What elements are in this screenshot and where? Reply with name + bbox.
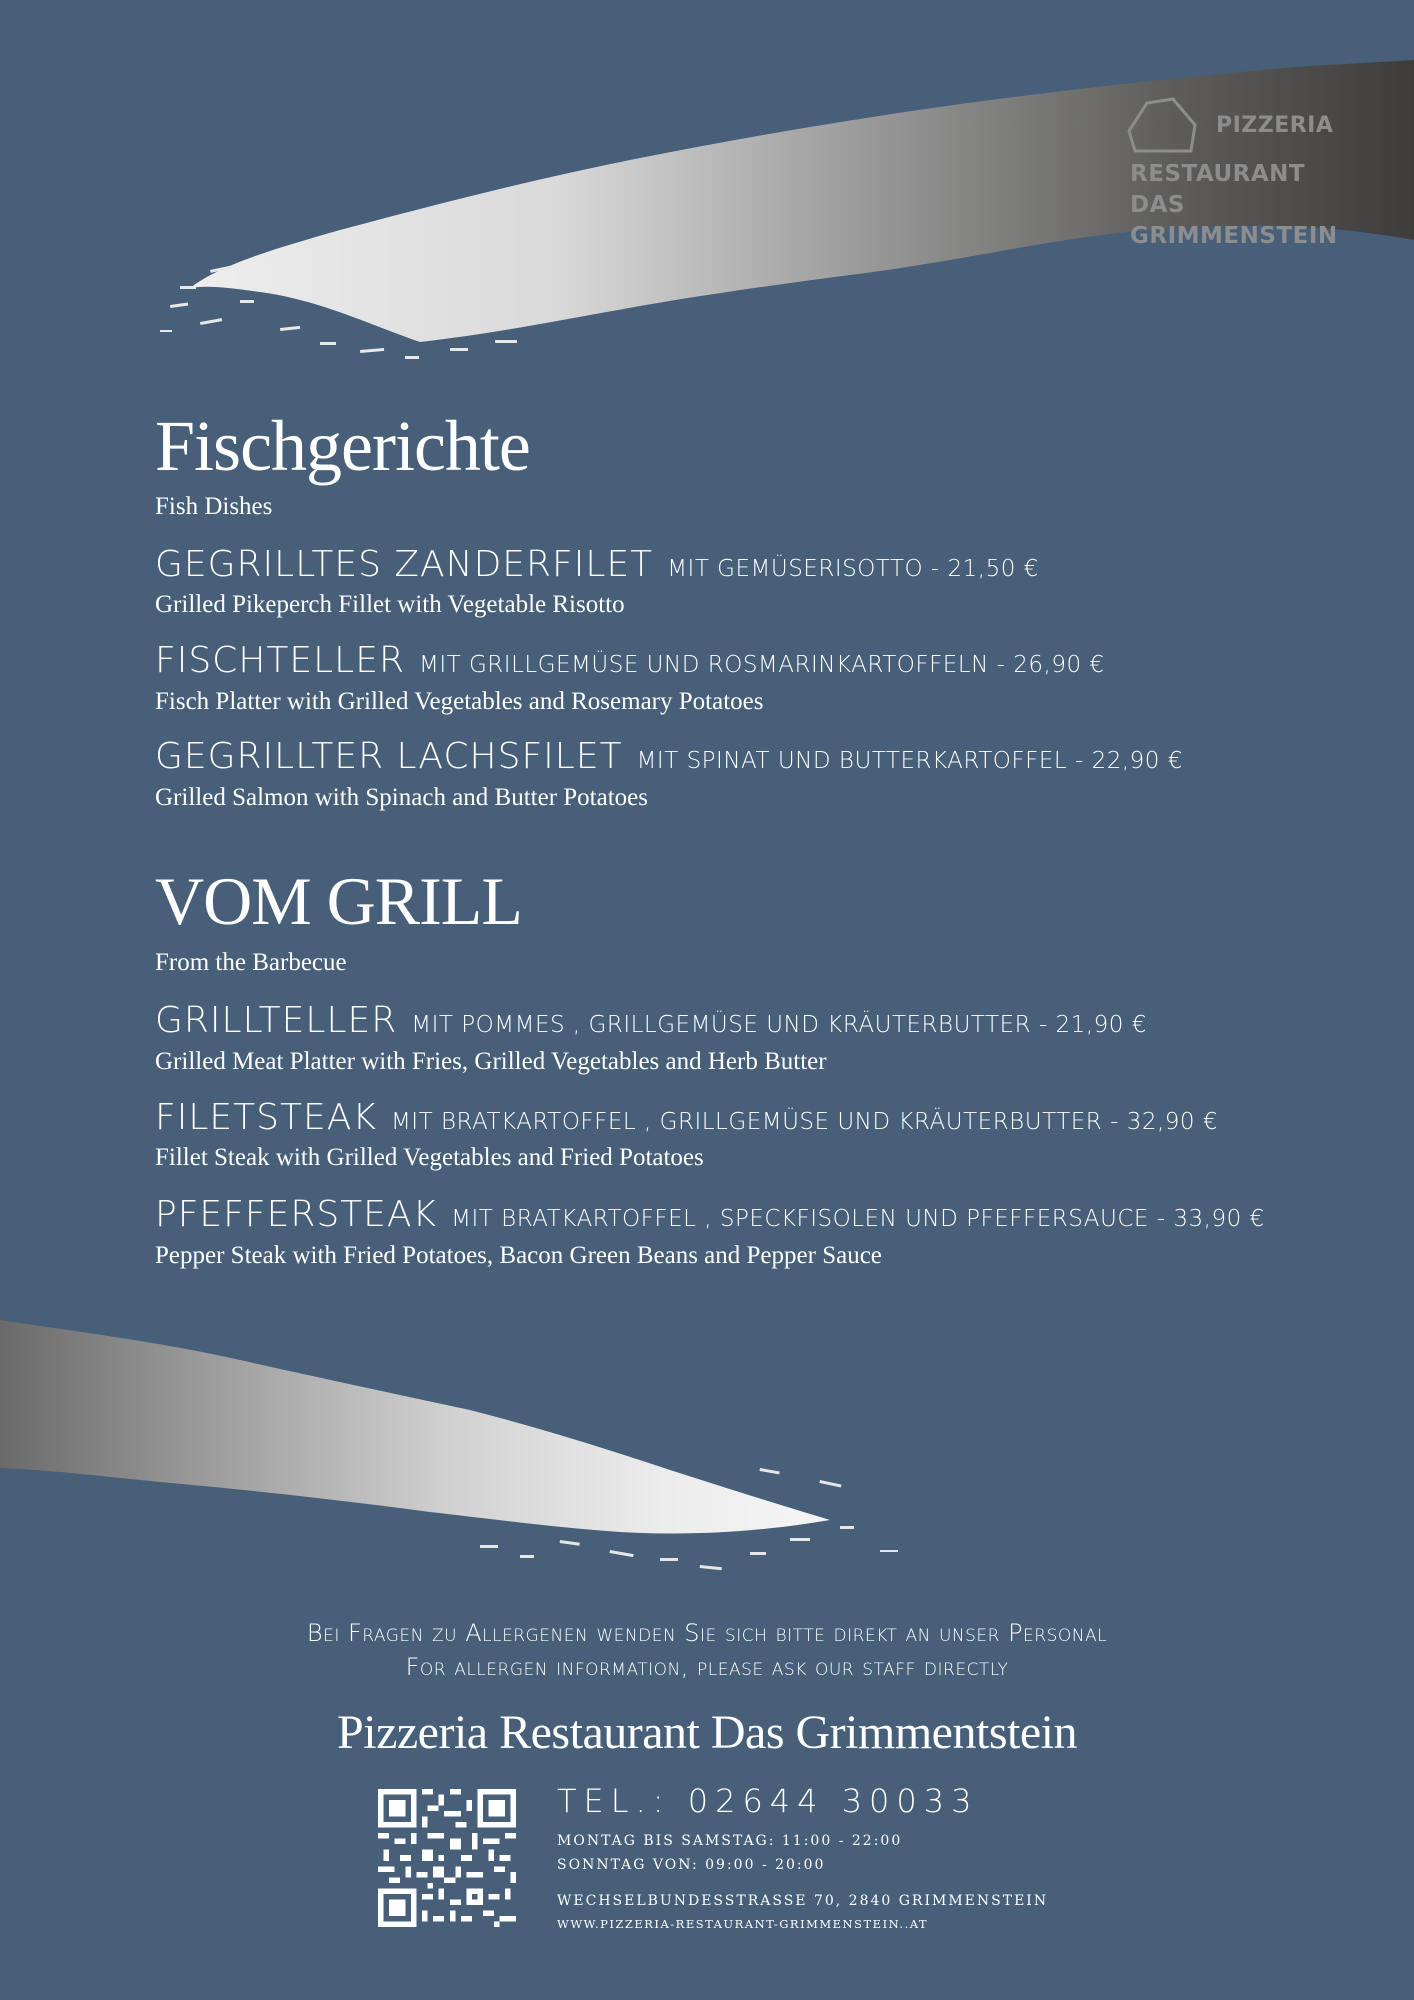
section-title-fish: Fischgerichte — [155, 406, 530, 486]
menu-item — [155, 736, 1183, 777]
menu-item-english: Pepper Steak with Fried Potatoes, Bacon Green Beans and Pepper Sauce — [155, 1242, 882, 1269]
website-link[interactable]: WWW.PIZZERIA-RESTAURANT-GRIMMENSTEIN..AT — [557, 1917, 929, 1931]
bottom-brush-stroke — [0, 1300, 920, 1600]
menu-item-english: Grilled Meat Platter with Fries, Grilled Vegetables and Herb Butter — [155, 1048, 827, 1075]
logo-word-das: DAS — [1130, 192, 1185, 218]
telephone-number[interactable]: TEL.: 02644 30033 — [557, 1782, 979, 1820]
menu-item-english: Grilled Pikeperch Fillet with Vegetable Risotto — [155, 591, 625, 618]
menu-item — [155, 544, 1039, 585]
allergen-notice-german: Bei Fragen zu Allergenen wenden Sie sich bitte direkt an unser Personal — [306, 1619, 1108, 1647]
menu-item-name: FISCHTELLER — [155, 640, 405, 681]
menu-item-description: MIT BRATKARTOFFEL , GRILLGEMÜSE UND KRÄUTERBUTTER - 32,90 € — [390, 1109, 1218, 1135]
section-subtitle-grill: From the Barbecue — [155, 949, 347, 976]
menu-item-name: PFEFFERSTEAK — [155, 1194, 438, 1235]
house-icon — [1125, 95, 1200, 155]
menu-item — [155, 1000, 1147, 1041]
menu-item-description: MIT BRATKARTOFFEL , SPECKFISOLEN UND PFEFFERSAUCE - 33,90 € — [451, 1206, 1265, 1232]
opening-hours-weekday: MONTAG BIS SAMSTAG: 11:00 - 22:00 — [557, 1833, 903, 1849]
allergen-notice-english: For allergen information, please ask our staff directly — [405, 1653, 1009, 1681]
restaurant-name: Pizzeria Restaurant Das Grimmentstein — [337, 1706, 1077, 1759]
section-subtitle-fish: Fish Dishes — [155, 493, 273, 520]
logo-word-grimmenstein: GRIMMENSTEIN — [1130, 223, 1338, 249]
menu-item-english: Fisch Platter with Grilled Vegetables and Rosemary Potatoes — [155, 688, 764, 715]
menu-item-name: GEGRILLTER LACHSFILET — [155, 736, 623, 777]
qr-code[interactable] — [378, 1789, 516, 1927]
logo-word-pizzeria: PIZZERIA — [1216, 113, 1334, 138]
menu-item-description: MIT SPINAT UND BUTTERKARTOFFEL - 22,90 € — [636, 748, 1183, 774]
restaurant-logo — [1125, 95, 1355, 255]
menu-item-description: MIT GEMÜSERISOTTO - 21,50 € — [667, 556, 1039, 582]
menu-item-english: Grilled Salmon with Spinach and Butter Potatoes — [155, 784, 648, 811]
address: WECHSELBUNDESSTRASSE 70, 2840 GRIMMENSTEIN — [557, 1893, 1049, 1909]
menu-item-description: MIT GRILLGEMÜSE UND ROSMARINKARTOFFELN - 26,90 € — [419, 652, 1105, 678]
menu-item-name: GRILLTELLER — [155, 1000, 398, 1041]
menu-item-name: GEGRILLTES ZANDERFILET — [155, 544, 654, 585]
logo-word-restaurant: RESTAURANT — [1130, 161, 1306, 187]
menu-item — [155, 640, 1105, 681]
menu-item — [155, 1097, 1218, 1138]
menu-item-english: Fillet Steak with Grilled Vegetables and Fried Potatoes — [155, 1144, 704, 1171]
menu-item-name: FILETSTEAK — [155, 1097, 377, 1138]
menu-item-description: MIT POMMES , GRILLGEMÜSE UND KRÄUTERBUTTER - 21,90 € — [411, 1012, 1147, 1038]
opening-hours-sunday: SONNTAG VON: 09:00 - 20:00 — [557, 1857, 826, 1873]
section-title-grill: VOM GRILL — [155, 863, 522, 939]
menu-item — [155, 1194, 1265, 1235]
